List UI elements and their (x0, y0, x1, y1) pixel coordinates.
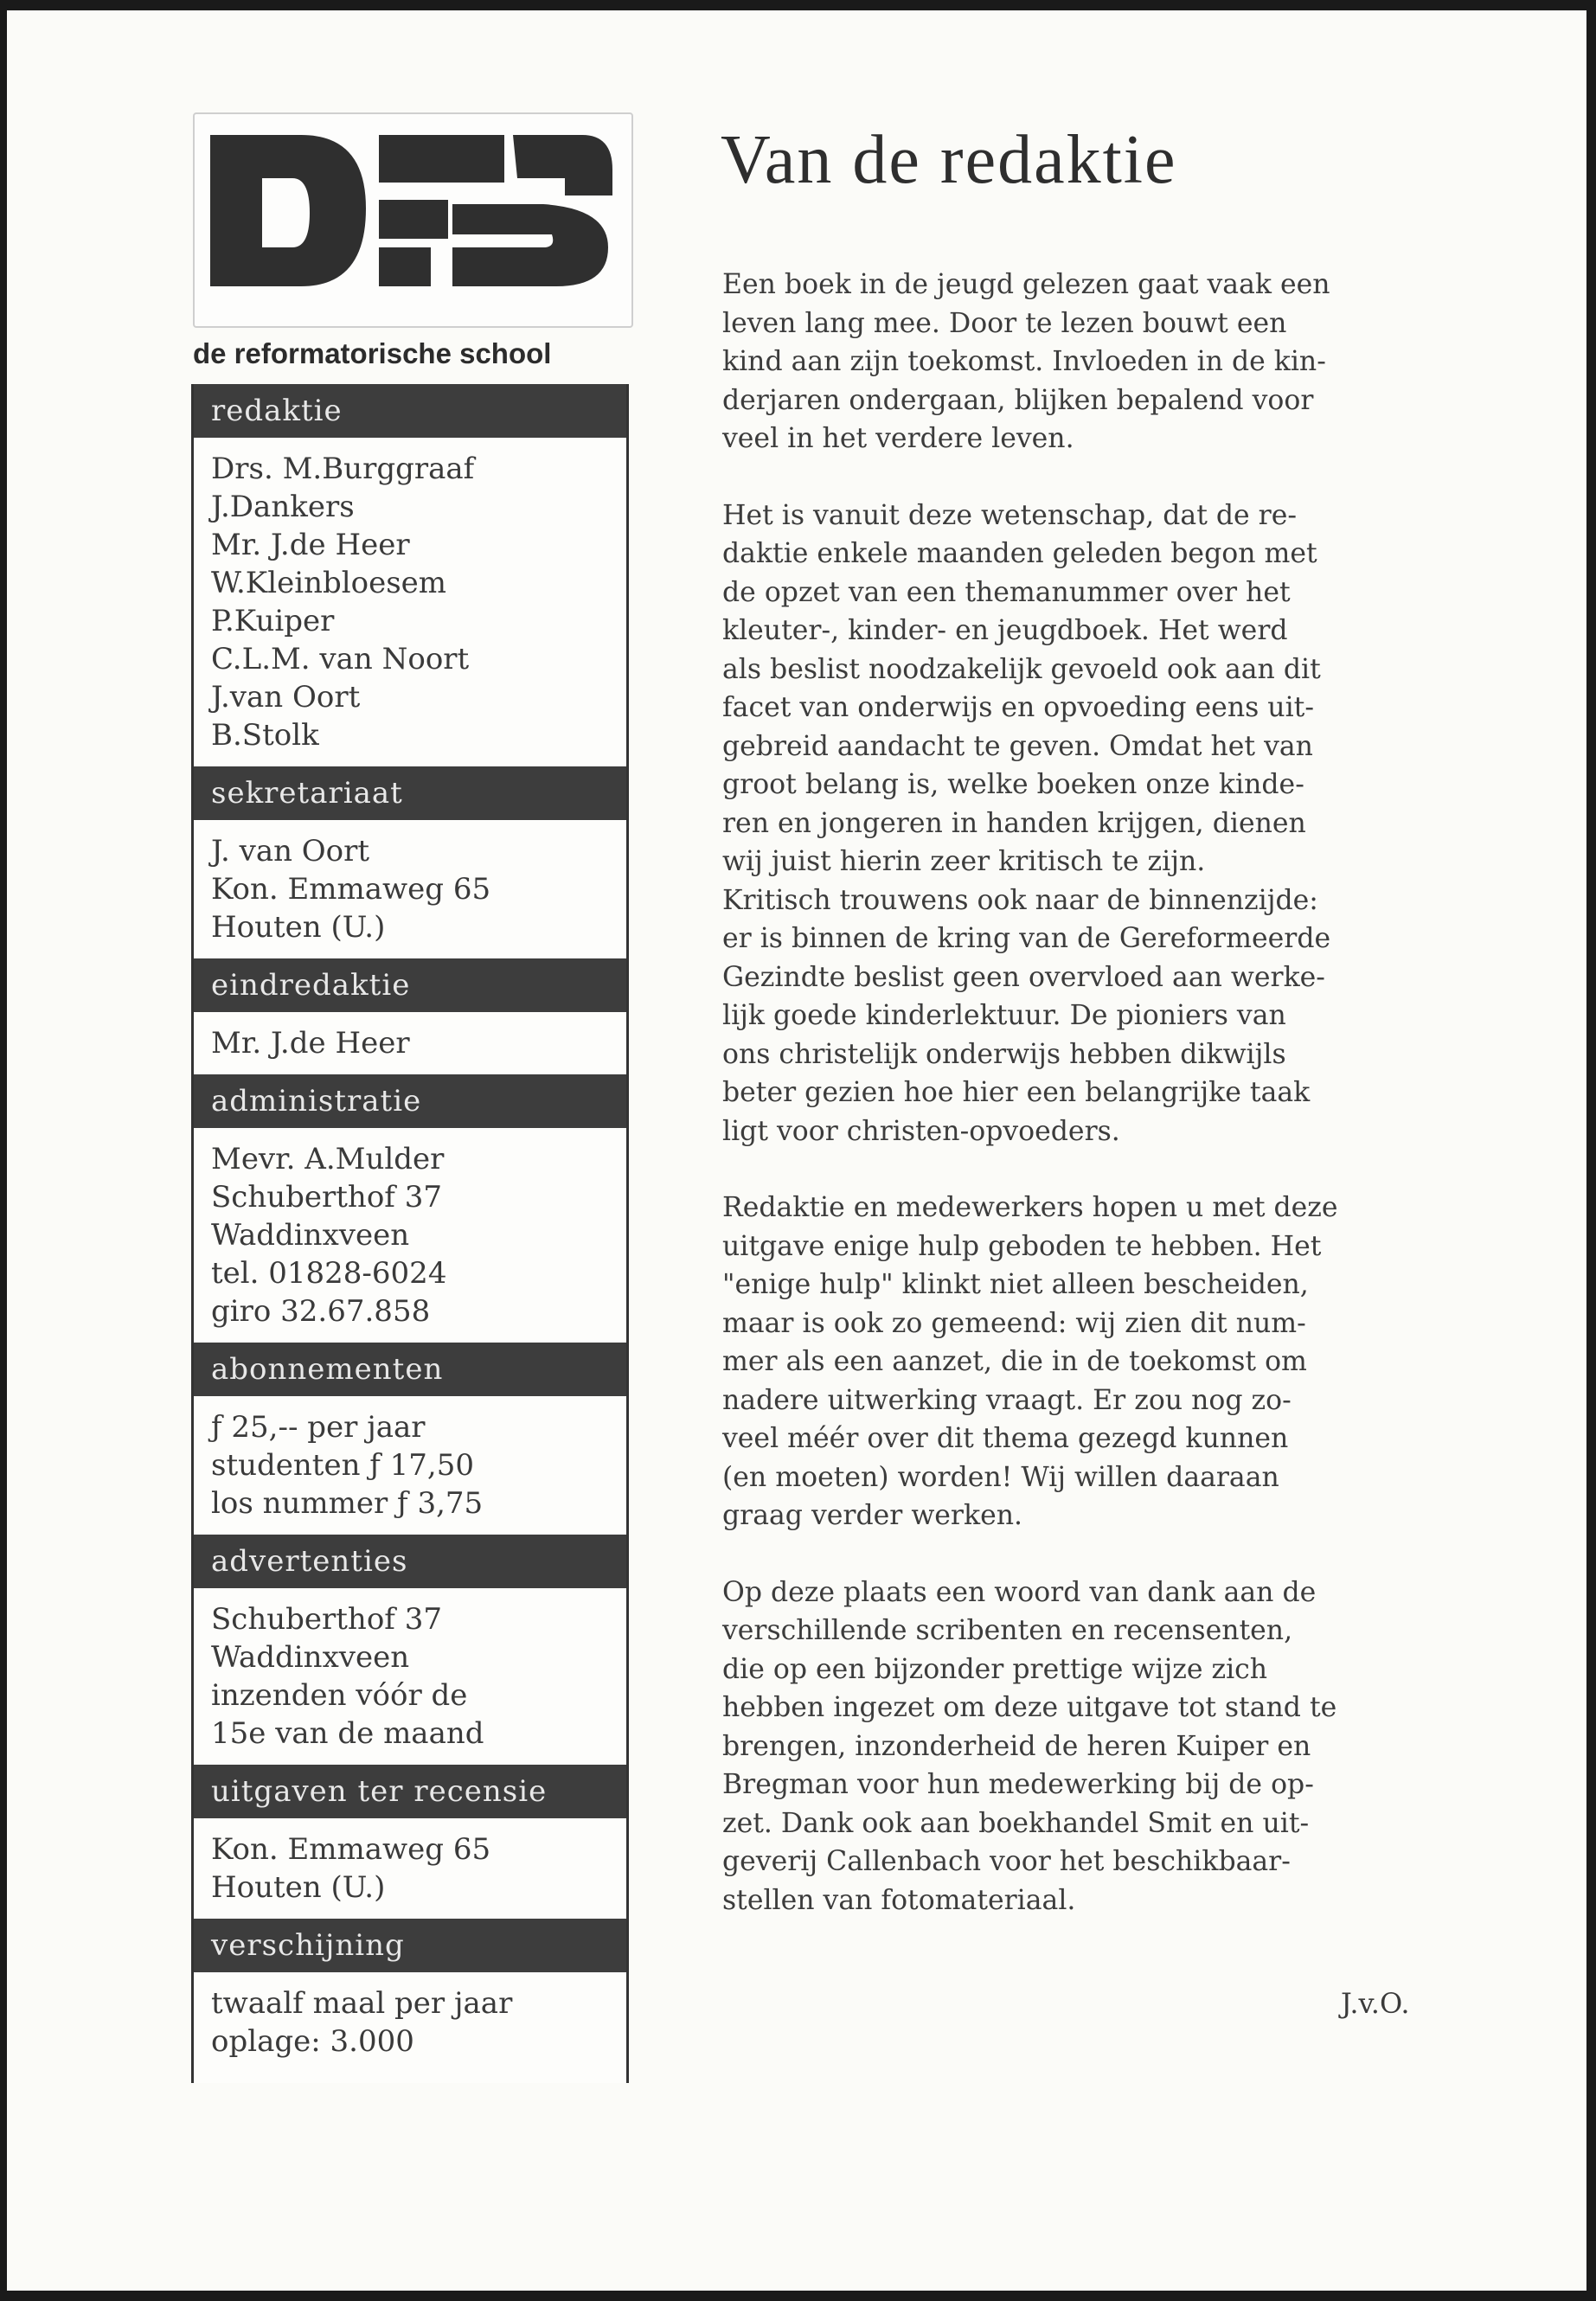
paragraph-line: veel in het verdere leven. (722, 423, 1074, 454)
section-heading: abonnementen (194, 1343, 626, 1396)
paragraph-line: gebreid aandacht te geven. Omdat het van (722, 730, 1313, 762)
paragraph-line: stellen van fotomateriaal. (722, 1884, 1076, 1916)
paragraph-line: derjaren ondergaan, blijken bepalend voor (722, 384, 1314, 416)
section-line: B.Stolk (211, 718, 319, 753)
paragraph-line: brengen, inzonderheid de heren Kuiper en (722, 1730, 1311, 1762)
paragraph-line: Op deze plaats een woord van dank aan de (722, 1576, 1317, 1608)
paragraph-line: Redaktie en medewerkers hopen u met deze (722, 1192, 1338, 1223)
paragraph-line: groot belang is, welke boeken onze kinde- (722, 769, 1304, 800)
section-line: ƒ 25,-- per jaar (211, 1410, 426, 1445)
paragraph-line: maar is ook zo gemeend: wij zien dit num- (722, 1307, 1306, 1339)
section-heading: administratie (194, 1074, 626, 1128)
section-line: tel. 01828-6024 (211, 1256, 447, 1291)
paragraph-line: veel méér over dit thema gezegd kunnen (722, 1423, 1289, 1454)
paragraph-line: kleuter-, kinder- en jeugdboek. Het werd (722, 615, 1288, 646)
section-line: Kon. Emmaweg 65 (211, 872, 491, 907)
section-line: J.van Oort (211, 680, 361, 715)
section-body (194, 820, 626, 958)
section-heading: redaktie (194, 384, 626, 438)
paragraph-line: ligt voor christen-opvoeders. (722, 1115, 1120, 1147)
section-heading: verschijning (194, 1919, 626, 1972)
section-heading: advertenties (194, 1535, 626, 1588)
paragraph-line: nadere uitwerking vraagt. Er zou nog zo- (722, 1384, 1292, 1416)
article-paragraph (722, 266, 1484, 458)
paragraph-line: Gezindte beslist geen overvloed aan werke- (722, 961, 1325, 993)
section-line: Schuberthof 37 (211, 1602, 442, 1637)
drs-logo-mark (202, 126, 625, 299)
paragraph-line: facet van onderwijs en opvoeding eens uit- (722, 692, 1314, 723)
paragraph-line: Kritisch trouwens ook naar de binnenzijde: (722, 884, 1318, 916)
section-body (194, 438, 626, 766)
section-line: J.Dankers (211, 490, 355, 524)
section-line: los nummer ƒ 3,75 (211, 1486, 484, 1521)
paragraph-line: hebben ingezet om deze uitgave tot stand te (722, 1692, 1337, 1723)
section-line: Mr. J.de Heer (211, 528, 410, 562)
article-paragraph (722, 1189, 1484, 1535)
paragraph-line: ren en jongeren in handen krijgen, dienen (722, 807, 1306, 839)
section-line: W.Kleinbloesem (211, 566, 447, 600)
paragraph-line: "enige hulp" klinkt niet alleen bescheiden, (722, 1269, 1309, 1300)
section-line: C.L.M. van Noort (211, 642, 470, 676)
paragraph-line: wij juist hierin zeer kritisch te zijn. (722, 846, 1206, 877)
section-line: Houten (U.) (211, 1870, 386, 1905)
paragraph-line: leven lang mee. Door te lezen bouwt een (722, 307, 1287, 339)
article-title: Van de redaktie (721, 122, 1177, 198)
section-heading: uitgaven ter recensie (194, 1765, 626, 1818)
section-body (194, 1818, 626, 1919)
paragraph-line: daktie enkele maanden geleden begon met (722, 538, 1317, 569)
section-body (194, 1012, 626, 1074)
colophon-column (191, 384, 629, 2083)
paragraph-line: Het is vanuit deze wetenschap, dat de re- (722, 499, 1298, 531)
section-body (194, 1396, 626, 1535)
section-line: Schuberthof 37 (211, 1180, 442, 1215)
paragraph-line: beter gezien hoe hier een belangrijke taak (722, 1077, 1311, 1108)
section-line: Drs. M.Burggraaf (211, 452, 475, 486)
section-line: J. van Oort (211, 834, 370, 868)
section-line: Waddinxveen (211, 1218, 410, 1253)
section-line: inzenden vóór de (211, 1678, 468, 1713)
paragraph-line: Een boek in de jeugd gelezen gaat vaak een (722, 269, 1330, 300)
section-line: 15e van de maand (211, 1716, 484, 1751)
section-line: Houten (U.) (211, 910, 386, 945)
section-line: Waddinxveen (211, 1640, 410, 1675)
page (7, 10, 1586, 2291)
section-body (194, 1972, 626, 2083)
paragraph-line: die op een bijzonder prettige wijze zich (722, 1653, 1268, 1685)
section-body (194, 1588, 626, 1765)
section-line: Mr. J.de Heer (211, 1026, 410, 1061)
paragraph-line: er is binnen de kring van de Gereformeerde (722, 923, 1331, 954)
section-body (194, 1128, 626, 1343)
section-line: P.Kuiper (211, 604, 335, 638)
signature: J.v.O. (1341, 1987, 1410, 2020)
paragraph-line: als beslist noodzakelijk gevoeld ook aan dit (722, 653, 1321, 685)
section-line: Mevr. A.Mulder (211, 1142, 445, 1176)
section-heading: sekretariaat (194, 766, 626, 820)
article-paragraph (722, 497, 1484, 1151)
paragraph-line: geverij Callenbach voor het beschikbaar- (722, 1846, 1291, 1877)
paragraph-line: lijk goede kinderlektuur. De pioniers van (722, 1000, 1286, 1031)
paragraph-line: uitgave enige hulp geboden te hebben. Het (722, 1230, 1322, 1262)
section-line: giro 32.67.858 (211, 1294, 431, 1329)
section-line: twaalf maal per jaar (211, 1986, 513, 2021)
article-paragraph (722, 1574, 1484, 1920)
section-heading: eindredaktie (194, 958, 626, 1012)
article-body (722, 266, 1484, 1958)
paragraph-line: kind aan zijn toekomst. Invloeden in de kin- (722, 346, 1326, 377)
paragraph-line: zet. Dank ook aan boekhandel Smit en uit- (722, 1807, 1310, 1839)
paragraph-line: de opzet van een themanummer over het (722, 576, 1291, 608)
drs-logo (193, 112, 633, 328)
section-line: studenten ƒ 17,50 (211, 1448, 475, 1483)
paragraph-line: (en moeten) worden! Wij willen daaraan (722, 1461, 1279, 1493)
paragraph-line: graag verder werken. (722, 1500, 1023, 1531)
logo-subtitle: de reformatorische school (193, 337, 552, 369)
paragraph-line: verschillende scribenten en recensenten, (722, 1615, 1293, 1646)
section-line: oplage: 3.000 (211, 2024, 414, 2059)
paragraph-line: ons christelijk onderwijs hebben dikwijls (722, 1038, 1286, 1070)
paragraph-line: mer als een aanzet, die in de toekomst om (722, 1346, 1307, 1377)
section-line: Kon. Emmaweg 65 (211, 1832, 491, 1867)
paragraph-line: Bregman voor hun medewerking bij de op- (722, 1769, 1314, 1800)
